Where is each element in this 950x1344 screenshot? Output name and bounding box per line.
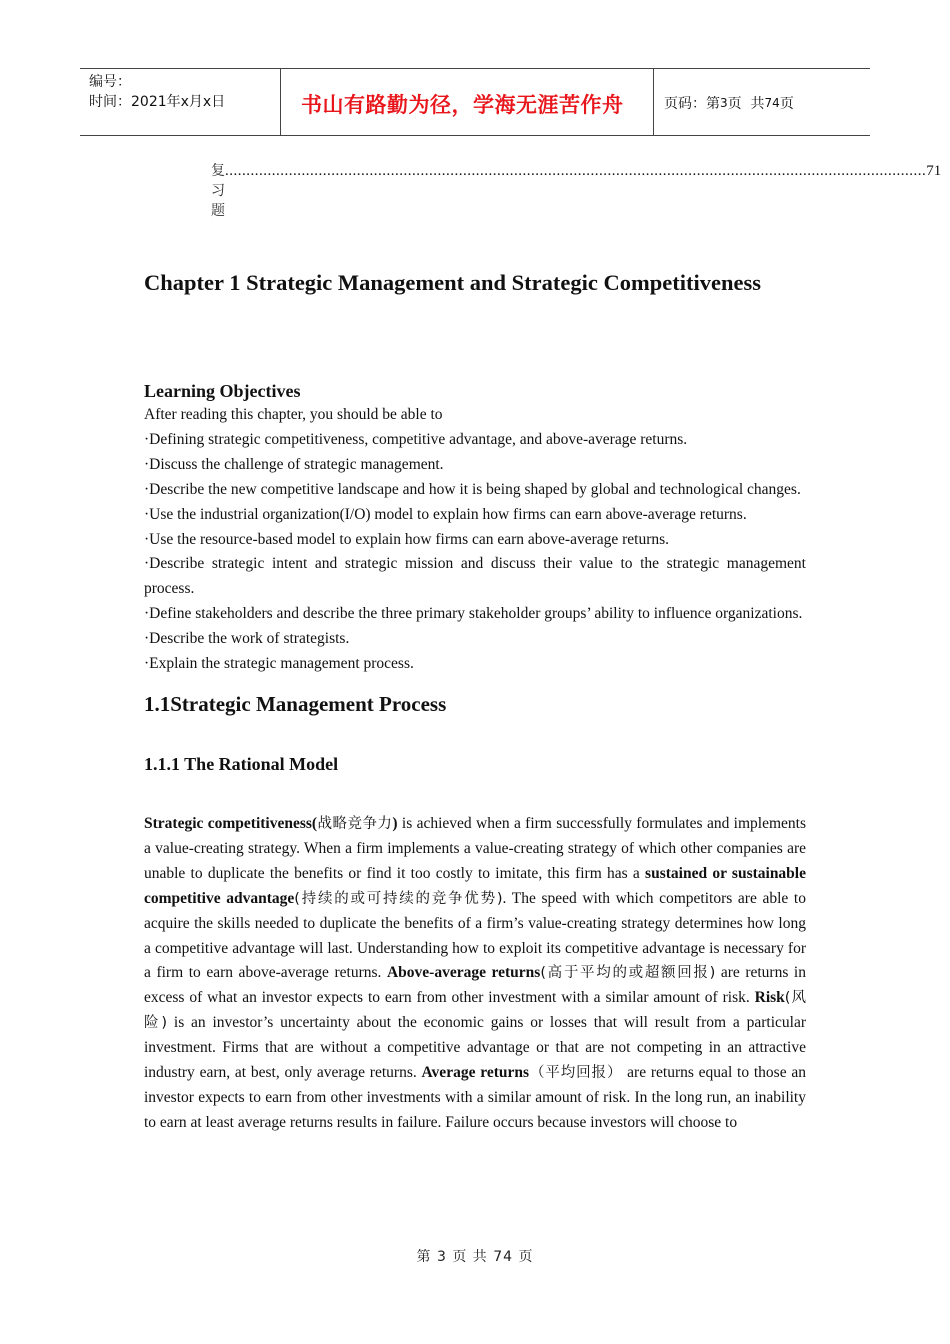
page-mid: 页 共 [727,96,765,112]
objective-item: ·Discuss the challenge of strategic management. [144,455,444,473]
footer-mid: 页 共 [452,1249,488,1265]
term-zh: (风险) [144,990,806,1032]
section-title: 1.1Strategic Management Process [144,691,447,716]
page-header [80,68,870,136]
chapter-title: Chapter 1 Strategic Management and Strategic Competitiveness [144,270,761,295]
page-suffix: 页 [779,96,794,112]
term-zh: （平均回报） [529,1065,623,1082]
toc-entry[interactable] [211,160,942,220]
objective-item: ·Use the resource-based model to explain how firms can earn above-average returns. [144,530,670,548]
objective-item: ·Define stakeholders and describe the three primary stakeholder groups’ ability to influence organizations. [144,605,803,623]
header-meta [80,69,281,135]
term-strategic-competitiveness: Strategic competitiveness( [144,814,318,832]
body-text: is an investor’s uncertainty about the economic gains or losses that will result from a particular investment. Firms that are without a competitive advantage or that are not competing in an attractive industry earn, at best, only average returns. [144,1014,806,1082]
term-close: ) [392,814,398,832]
footer-suffix: 页 [518,1249,534,1265]
page-prefix: 页码：第 [664,96,720,112]
objective-item: ·Describe strategic intent and strategic mission and discuss their value to the strategic management process. [144,555,806,598]
objectives-intro: After reading this chapter, you should be able to [144,406,443,423]
toc-page: 71 [926,163,942,179]
toc-leader: ..................................................................................................................................................................... [225,163,927,179]
body-paragraph [144,812,806,1136]
term-zh: (高于平均的或超额回报) [540,965,716,982]
subsection-title: 1.1.1 The Rational Model [144,753,339,774]
page-total: 74 [764,96,780,110]
term-risk: Risk [754,989,785,1007]
objective-item: ·Use the industrial organization(I/O) model to explain how firms can earn above-average returns. [144,505,747,523]
objective-item: ·Describe the new competitive landscape and how it is being shaped by global and technological changes. [144,480,801,498]
page-number: 3 [720,96,728,110]
toc-label: 复习题 [211,163,225,219]
page-footer [0,1246,950,1266]
term-sustained-advantage: sustained or sustainable competitive advantage [144,864,806,907]
body-text: are returns in excess of what an investor expects to earn from other investment with a similar amount of risk. [144,964,806,1007]
learning-objectives-title: Learning Objectives [144,381,301,401]
term-above-average-returns: Above-average returns [386,964,541,982]
objective-item: ·Defining strategic competitiveness, competitive advantage, and above-average returns. [144,430,688,448]
header-page-info [654,69,870,135]
body-text: are returns equal to those an investor expects to earn from other investments with a similar amount of risk. In the long run, an inability to earn at least average returns results in failure. Failure occurs because investors will choose to [144,1064,806,1131]
term-average-returns: Average returns [421,1064,530,1082]
objective-item: ·Explain the strategic management process. [144,655,414,673]
objective-item: ·Describe the work of strategists. [144,630,350,648]
header-motto: 书山有路勤为径，学海无涯苦作舟 [281,69,654,135]
footer-total: 74 [493,1249,514,1265]
body-text: is achieved when a firm successfully formulates and implements a value-creating strategy. When a firm implements a value-creating strategy of which other companies are unable to duplicate the benefits or find it too costly to imitate, this firm has a [144,814,806,882]
serial-label: 编号： [89,74,131,90]
footer-prefix: 第 [416,1249,432,1265]
footer-page-number: 3 [436,1249,447,1265]
term-zh: 战略竞争力 [317,815,393,832]
term-zh: (持续的或可持续的竞争优势) [294,890,503,907]
body-text: . The speed with which competitors are able to acquire the skills needed to duplicate the benefits of a firm’s value-creating strategy determines how long a competitive advantage will last. Understanding how to exploit its competitive advantage is necessary for a firm to earn above-average returns. [144,889,806,982]
document-content [144,379,806,1151]
date-label: 时间：2021年x月x日 [89,94,226,110]
